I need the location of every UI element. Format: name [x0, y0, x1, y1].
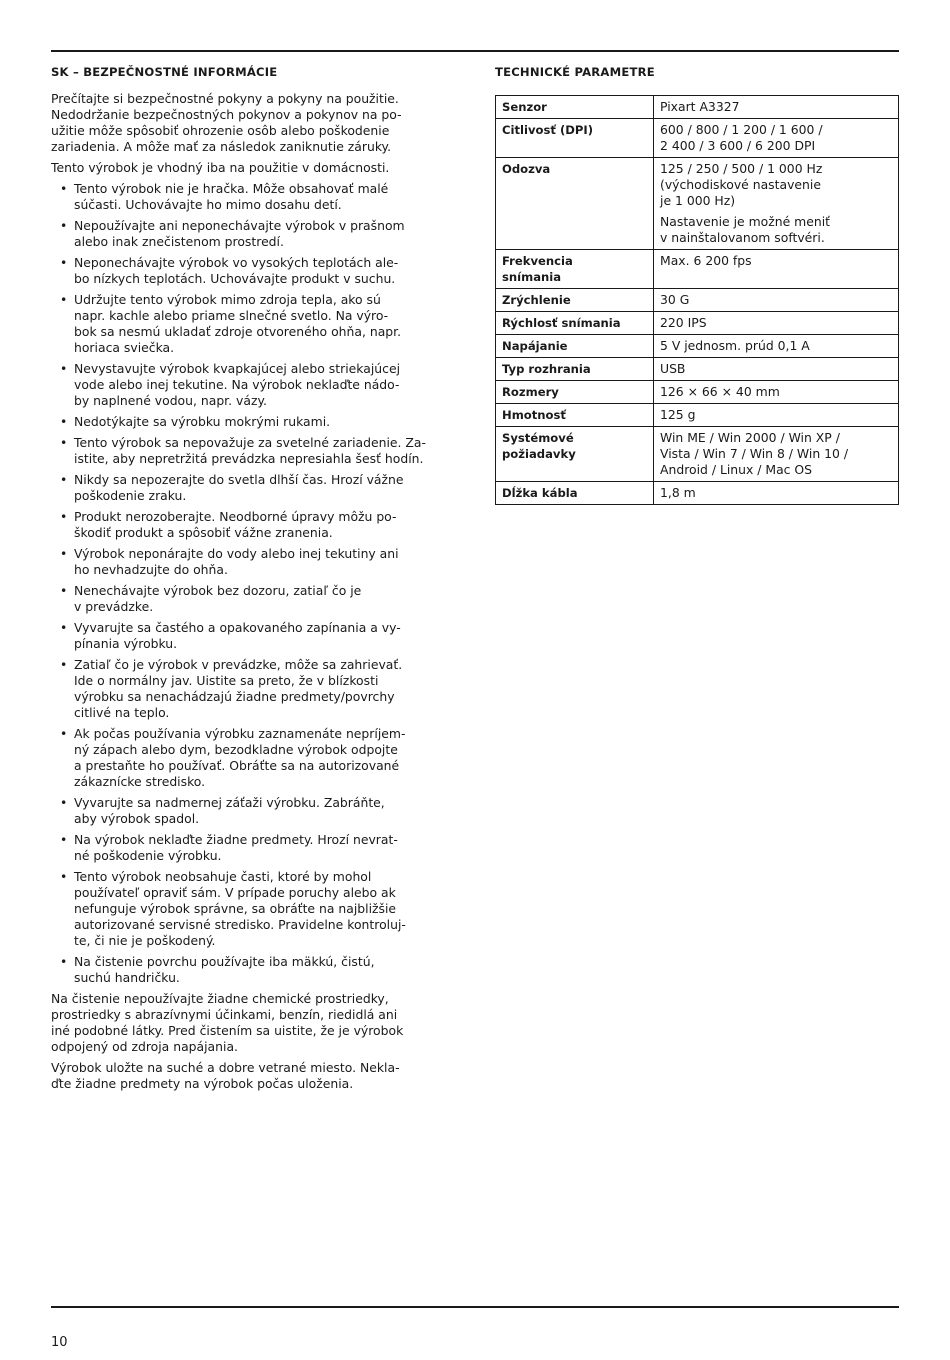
bullet-text: Nedotýkajte sa výrobku mokrými rukami. — [74, 414, 331, 429]
bullet-item — [51, 620, 456, 652]
bullet-text: Produkt nerozoberajte. Neodborné úpravy môžu po- škodiť produkt a spôsobiť vážne zranenia. — [74, 509, 397, 540]
safety-heading: SK – BEZPEČNOSTNÉ INFORMÁCIE — [51, 65, 278, 79]
param-value — [654, 381, 899, 404]
param-value-text: 220 IPS — [660, 315, 707, 330]
bullet-dot-icon: • — [60, 657, 68, 672]
bullet-text: Tento výrobok sa nepovažuje za svetelné zariadenie. Za- istite, aby nepretržitá prevádzka nepresiahla šesť hodín. — [74, 435, 426, 466]
bullet-dot-icon: • — [60, 292, 68, 307]
bottom-rule — [51, 1306, 899, 1308]
bullet-text: Výrobok neponárajte do vody alebo inej tekutiny ani ho nevhadzujte do ohňa. — [74, 546, 399, 577]
bullet-text: Nevystavujte výrobok kvapkajúcej alebo striekajúcej vode alebo inej tekutine. Na výrobok neklaďte nádo- by naplnené vodou, napr. vázy. — [74, 361, 401, 408]
bullet-text: Nepoužívajte ani neponechávajte výrobok v prašnom alebo inak znečistenom prostredí. — [74, 218, 405, 249]
bullet-dot-icon: • — [60, 414, 68, 429]
bullet-item — [51, 795, 456, 827]
param-row — [496, 427, 899, 482]
bullet-text: Ak počas používania výrobku zaznamenáte nepríjem- ný zápach alebo dym, bezodkladne výrobok odpojte a prestaňte ho používať. Obráťte sa na autorizované zákaznícke stredisko. — [74, 726, 406, 789]
outro-paragraph: Na čistenie nepoužívajte žiadne chemické prostriedky, prostriedky s abrazívnymi účinkami, benzín, riedidlá ani iné podobné látky. Pred čistením sa uistite, že je výrobok odpojený od zdroja napájania. — [51, 991, 404, 1054]
param-row — [496, 312, 899, 335]
bullet-text: Neponechávajte výrobok vo vysokých teplotách ale- bo nízkych teplotách. Uchovávajte produkt v suchu. — [74, 255, 399, 286]
param-row — [496, 250, 899, 289]
bullet-dot-icon: • — [60, 583, 68, 598]
tech-params-heading: TECHNICKÉ PARAMETRE — [495, 65, 655, 79]
param-row — [496, 404, 899, 427]
param-value — [654, 289, 899, 312]
bullet-dot-icon: • — [60, 620, 68, 635]
param-value — [654, 358, 899, 381]
param-row — [496, 289, 899, 312]
bullet-item — [51, 255, 456, 287]
safety-section — [51, 64, 456, 1097]
param-value-text: Win ME / Win 2000 / Win XP / Vista / Win 7 / Win 8 / Win 10 / Android / Linux / Mac OS — [660, 430, 848, 477]
param-value-text: 125 g — [660, 407, 696, 422]
param-label: Systémové požiadavky — [496, 427, 654, 482]
param-value — [654, 158, 899, 250]
param-row — [496, 335, 899, 358]
bullet-dot-icon: • — [60, 795, 68, 810]
param-label: Hmotnosť — [496, 404, 654, 427]
param-value — [654, 427, 899, 482]
bullet-text: Tento výrobok neobsahuje časti, ktoré by mohol používateľ opraviť sám. V prípade poruchy alebo ak nefunguje výrobok správne, sa obráťte na najbližšie autorizované servisné stredisko. Pravidelne kontroluj- te, či nie je poškodený. — [74, 869, 406, 948]
param-label: Odozva — [496, 158, 654, 250]
bullet-text: Na výrobok neklaďte žiadne predmety. Hrozí nevrat- né poškodenie výrobku. — [74, 832, 398, 863]
safety-intro — [51, 91, 456, 176]
param-row — [496, 482, 899, 505]
param-value-text: 125 / 250 / 500 / 1 000 Hz (východiskové nastavenie je 1 000 Hz) — [660, 161, 823, 208]
bullet-item — [51, 414, 456, 430]
param-value-text: 30 G — [660, 292, 690, 307]
top-rule — [51, 50, 899, 52]
bullet-dot-icon: • — [60, 509, 68, 524]
bullet-item — [51, 869, 456, 949]
param-value-text: Nastavenie je možné meniť v nainštalovanom softvéri. — [660, 214, 831, 245]
bullet-dot-icon: • — [60, 869, 68, 884]
bullet-item — [51, 509, 456, 541]
param-value-text: 126 × 66 × 40 mm — [660, 384, 780, 399]
bullet-dot-icon: • — [60, 726, 68, 741]
bullet-text: Zatiaľ čo je výrobok v prevádzke, môže sa zahrievať. Ide o normálny jav. Uistite sa preto, že v blízkosti výrobku sa nenachádzajú žiadne predmety/povrchy citlivé na teplo. — [74, 657, 403, 720]
param-value — [654, 119, 899, 158]
param-label: Zrýchlenie — [496, 289, 654, 312]
bullet-item — [51, 361, 456, 409]
safety-bullet-list — [51, 181, 456, 986]
param-label: Rýchlosť snímania — [496, 312, 654, 335]
bullet-item — [51, 546, 456, 578]
param-value-text: Pixart A3327 — [660, 99, 740, 114]
bullet-item — [51, 435, 456, 467]
tech-params-section — [495, 64, 899, 505]
bullet-dot-icon: • — [60, 472, 68, 487]
tech-params-table — [495, 95, 899, 505]
safety-outro — [51, 991, 456, 1092]
bullet-item — [51, 181, 456, 213]
param-value — [654, 96, 899, 119]
param-value-text: 1,8 m — [660, 485, 696, 500]
bullet-dot-icon: • — [60, 435, 68, 450]
bullet-dot-icon: • — [60, 546, 68, 561]
page-number: 10 — [51, 1335, 68, 1350]
param-label: Napájanie — [496, 335, 654, 358]
param-value — [654, 335, 899, 358]
bullet-text: Na čistenie povrchu používajte iba mäkkú, čistú, suchú handričku. — [74, 954, 375, 985]
bullet-item — [51, 657, 456, 721]
bullet-dot-icon: • — [60, 255, 68, 270]
bullet-text: Nenechávajte výrobok bez dozoru, zatiaľ čo je v prevádzke. — [74, 583, 362, 614]
param-row — [496, 158, 899, 250]
intro-paragraph: Prečítajte si bezpečnostné pokyny a pokyny na použitie. Nedodržanie bezpečnostných pokynov a pokynov na po- užitie môže spôsobiť ohrozenie osôb alebo poškodenie zariadenia. A môže mať za následok zaniknutie záruky. — [51, 91, 402, 154]
bullet-text: Nikdy sa nepozerajte do svetla dlhší čas. Hrozí vážne poškodenie zraku. — [74, 472, 404, 503]
bullet-item — [51, 583, 456, 615]
outro-paragraph: Výrobok uložte na suché a dobre vetrané miesto. Nekla- ďte žiadne predmety na výrobok počas uloženia. — [51, 1060, 400, 1091]
param-value-text: 5 V jednosm. prúd 0,1 A — [660, 338, 810, 353]
param-row — [496, 358, 899, 381]
bullet-item — [51, 472, 456, 504]
param-label: Citlivosť (DPI) — [496, 119, 654, 158]
param-label: Frekvencia snímania — [496, 250, 654, 289]
param-value — [654, 482, 899, 505]
bullet-dot-icon: • — [60, 361, 68, 376]
bullet-text: Vyvarujte sa nadmernej záťaži výrobku. Zabráňte, aby výrobok spadol. — [74, 795, 385, 826]
bullet-dot-icon: • — [60, 832, 68, 847]
param-value — [654, 312, 899, 335]
bullet-text: Vyvarujte sa častého a opakovaného zapínania a vy- pínania výrobku. — [74, 620, 401, 651]
param-value-text: USB — [660, 361, 686, 376]
param-row — [496, 381, 899, 404]
param-row — [496, 96, 899, 119]
param-value — [654, 404, 899, 427]
bullet-dot-icon: • — [60, 954, 68, 969]
bullet-dot-icon: • — [60, 181, 68, 196]
bullet-dot-icon: • — [60, 218, 68, 233]
bullet-text: Tento výrobok nie je hračka. Môže obsahovať malé súčasti. Uchovávajte ho mimo dosahu detí. — [74, 181, 389, 212]
bullet-item — [51, 292, 456, 356]
bullet-item — [51, 726, 456, 790]
param-label: Typ rozhrania — [496, 358, 654, 381]
bullet-item — [51, 832, 456, 864]
param-label: Dĺžka kábla — [496, 482, 654, 505]
intro-paragraph: Tento výrobok je vhodný iba na použitie v domácnosti. — [51, 160, 390, 175]
param-value-text: Max. 6 200 fps — [660, 253, 752, 268]
param-value — [654, 250, 899, 289]
bullet-item — [51, 954, 456, 986]
param-row — [496, 119, 899, 158]
param-label: Senzor — [496, 96, 654, 119]
param-label: Rozmery — [496, 381, 654, 404]
bullet-item — [51, 218, 456, 250]
param-value-text: 600 / 800 / 1 200 / 1 600 / 2 400 / 3 600 / 6 200 DPI — [660, 122, 823, 153]
bullet-text: Udržujte tento výrobok mimo zdroja tepla, ako sú napr. kachle alebo priame slnečné svetlo. Na výro- bok sa nesmú ukladať zdroje otvoreného ohňa, napr. horiaca sviečka. — [74, 292, 402, 355]
